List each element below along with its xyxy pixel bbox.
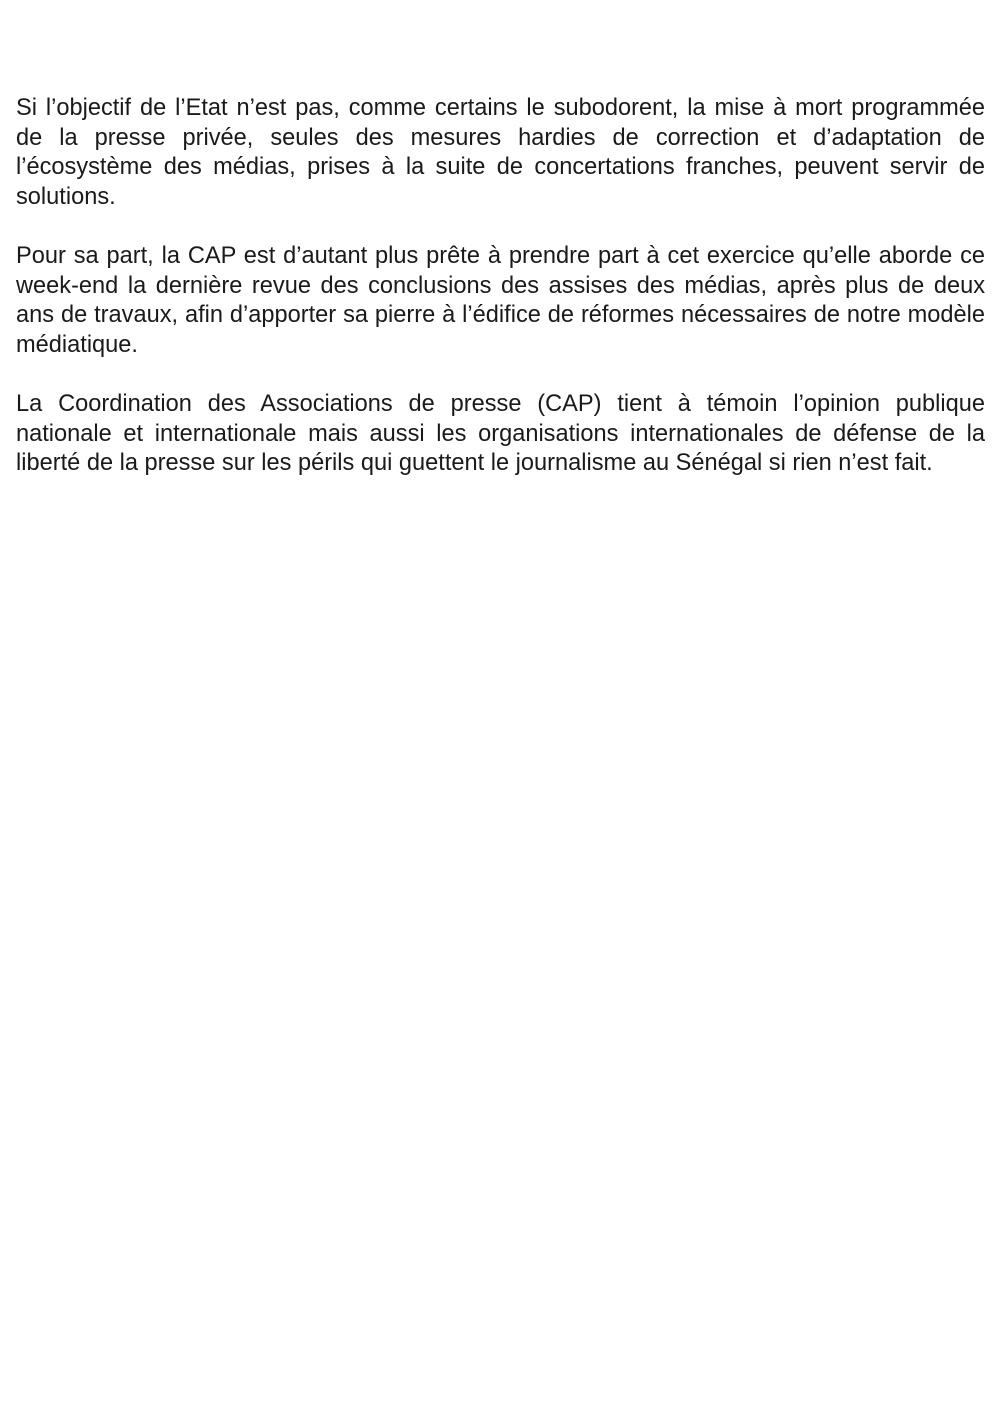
paragraph-objectif-etat: Si l’objectif de l’Etat n’est pas, comme certains le subodorent, la mise à mort programmée de la presse privée, seules des mesures hardies de correction et d’adaptation de l’écosystème des médias, prises à la suite de concertations franches, peuvent servir de solutions. (16, 95, 985, 210)
paragraph-coordination-cap: La Coordination des Associations de presse (CAP) tient à témoin l’opinion publique nationale et internationale mais aussi les organisations internationales de défense de la liberté de la presse sur les périls qui guettent le journalisme au Sénégal si rien n’est fait. (16, 390, 985, 477)
paragraph-cap-assises: Pour sa part, la CAP est d’autant plus prête à prendre part à cet exercice qu’elle aborde ce week-end la dernière revue des conclusions des assises des médias, après plus de deux ans de travaux, afin d’apporter sa pierre à l’édifice de réformes nécessaires de notre modèle médiatique. (16, 242, 985, 358)
document-page (16, 94, 985, 508)
